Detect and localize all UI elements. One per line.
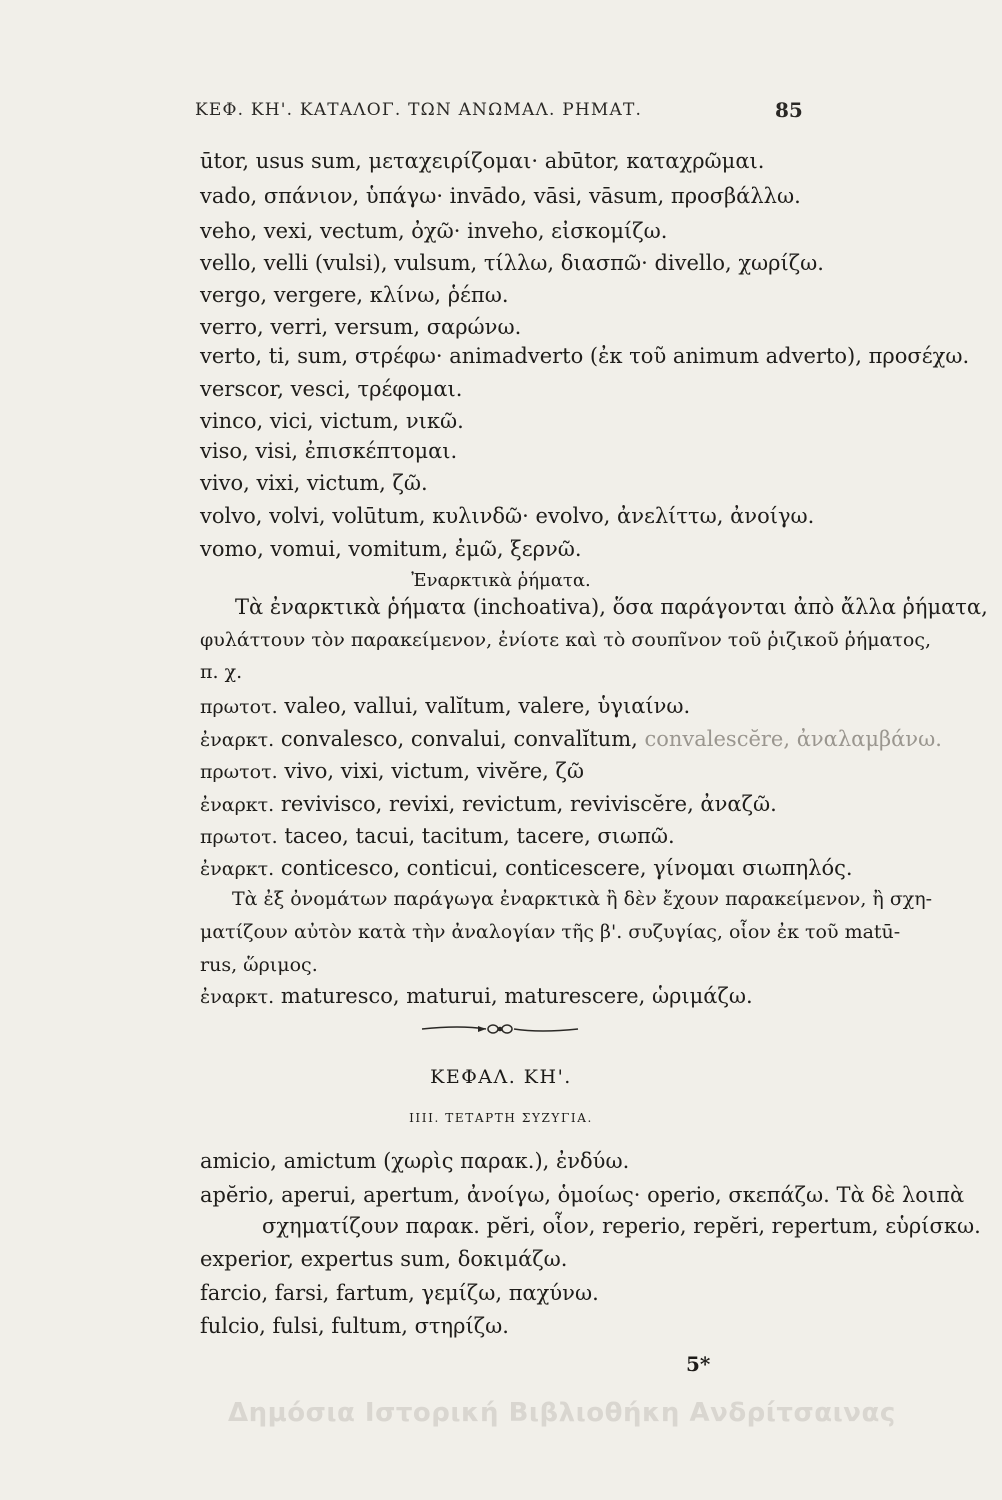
- example-line: [200, 825, 675, 848]
- verb-line: verscor, vesci, τρέφομαι.: [200, 377, 463, 401]
- paragraph-line: π. χ.: [200, 661, 243, 683]
- verb-line: vomo, vomui, vomitum, ἐμῶ, ξερνῶ.: [200, 537, 582, 561]
- printer-signature-mark: 5*: [686, 1352, 711, 1376]
- verb-line: ūtor, usus sum, μεταχειρίζομαι· abūtor, καταχρῶμαι.: [200, 149, 765, 173]
- example-text: vivo, vixi, victum, vivĕre, ζῶ: [284, 759, 585, 783]
- example-line: [200, 985, 753, 1008]
- paragraph-line: ματίζουν αὐτὸν κατὰ τὴν ἀναλογίαν τῆς β'. συζυγίας, οἷον ἐκ τοῦ matū-: [200, 921, 901, 943]
- verb-line: volvo, volvi, volūtum, κυλινδῶ· evolvo, ἀνελίττω, ἀνοίγω.: [200, 504, 815, 528]
- example-prefix: ἐναρκτ.: [200, 794, 275, 816]
- example-line: [200, 793, 777, 816]
- example-line: [200, 728, 942, 751]
- example-text: conticesco, conticui, conticescere, γίνομαι σιωπηλός.: [280, 856, 853, 880]
- verb-line: vello, velli (vulsi), vulsum, τίλλω, διασπῶ· divello, χωρίζω.: [200, 251, 824, 275]
- verb-line: experior, expertus sum, δοκιμάζω.: [200, 1247, 568, 1271]
- paragraph-line: Τὰ ἐναρκτικὰ ῥήματα (inchoativa), ὅσα παράγονται ἀπὸ ἄλλα ῥήματα,: [235, 595, 988, 619]
- library-watermark: Δημόσια Ιστορική Βιβλιοθήκη Ανδρίτσαινας: [228, 1398, 896, 1428]
- chapter-title: ΚΕΦΑΛ. ΚΗ'.: [430, 1066, 572, 1088]
- running-title: ΚΕΦ. ΚΗ'. ΚΑΤΑΛΟΓ. ΤΩΝ ΑΝΩΜΑΛ. ΡΗΜΑΤ.: [195, 100, 643, 120]
- example-prefix: πρωτοτ.: [200, 696, 278, 718]
- verb-line: apĕrio, aperui, apertum, ἀνοίγω, ὁμοίως· operio, σκεπάζω. Τὰ δὲ λοιπὰ: [200, 1183, 965, 1207]
- verb-line: verro, verri, versum, σαρώνω.: [200, 315, 522, 339]
- verb-line: σχηματίζουν παρακ. pĕri, οἷον, reperio, repĕri, repertum, εὑρίσκω.: [262, 1214, 981, 1238]
- example-text: revivisco, revixi, revictum, reviviscĕre, ἀναζῶ.: [280, 792, 777, 816]
- ornament-divider-icon: [420, 1022, 580, 1036]
- verb-line: verto, ti, sum, στρέφω· animadverto (ἐκ τοῦ animum adverto), προσέχω.: [200, 344, 970, 368]
- example-prefix: ἐναρκτ.: [200, 858, 275, 880]
- verb-line: fulcio, fulsi, fultum, στηρίζω.: [200, 1314, 509, 1338]
- example-prefix: ἐναρκτ.: [200, 986, 275, 1008]
- verb-line: vivo, vixi, victum, ζῶ.: [200, 471, 428, 495]
- example-prefix: ἐναρκτ.: [200, 729, 275, 751]
- example-line: [200, 695, 690, 718]
- example-prefix: πρωτοτ.: [200, 761, 278, 783]
- example-prefix: πρωτοτ.: [200, 826, 278, 848]
- example-line: [200, 857, 853, 880]
- example-text: maturesco, maturui, maturescere, ὡριμάζω.: [280, 984, 753, 1008]
- verb-line: vinco, vici, victum, νικῶ.: [200, 409, 464, 433]
- example-text-faded: convalescĕre, ἀναλαμβάνω.: [637, 727, 942, 751]
- page-number: 85: [775, 98, 803, 122]
- section-subheading: Ἐναρκτικὰ ῥήματα.: [411, 570, 591, 591]
- verb-line: vergo, vergere, κλίνω, ῥέπω.: [200, 283, 509, 307]
- example-text: taceo, tacui, tacitum, tacere, σιωπῶ.: [284, 824, 675, 848]
- verb-line: farcio, farsi, fartum, γεμίζω, παχύνω.: [200, 1281, 599, 1305]
- verb-line: amicio, amictum (χωρὶς παρακ.), ἐνδύω.: [200, 1149, 630, 1173]
- paragraph-line: Τὰ ἐξ ὀνομάτων παράγωγα ἐναρκτικὰ ἢ δὲν ἔχουν παρακείμενον, ἢ σχη-: [232, 888, 933, 910]
- verb-line: viso, visi, ἐπισκέπτομαι.: [200, 439, 458, 463]
- example-text: valeo, vallui, valĭtum, valere, ὑγιαίνω.: [284, 694, 691, 718]
- verb-line: veho, vexi, vectum, ὀχῶ· inveho, εἰσκομίζω.: [200, 219, 668, 243]
- verb-line: vado, σπάνιον, ὑπάγω· invādo, vāsi, vāsum, προσβάλλω.: [200, 184, 801, 208]
- paragraph-line: rus, ὥριμος.: [200, 954, 318, 976]
- paragraph-line: φυλάττουν τὸν παρακείμενον, ἐνίοτε καὶ τὸ σουπῖνον τοῦ ῥιζικοῦ ῥήματος,: [200, 629, 932, 651]
- section-title: IIII. ΤΕΤΑΡΤΗ ΣΥΖΥΓΙΑ.: [409, 1111, 593, 1125]
- example-text: convalesco, convalui, convalĭtum,: [280, 727, 638, 751]
- example-line: [200, 760, 584, 783]
